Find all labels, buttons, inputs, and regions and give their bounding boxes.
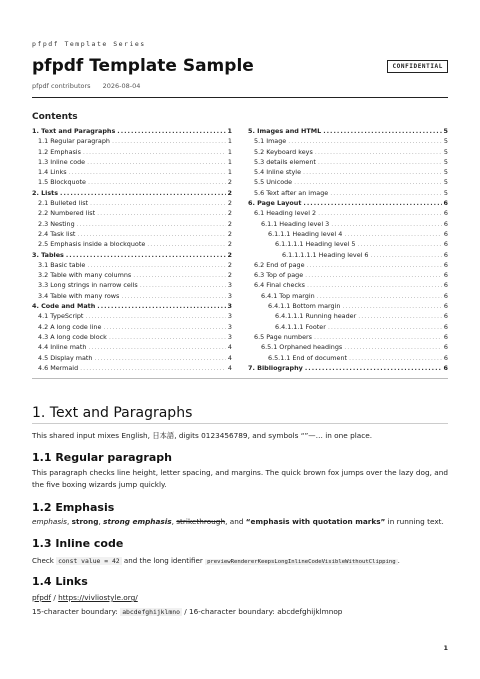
toc-entry-page: 6 bbox=[443, 312, 448, 321]
toc-leader bbox=[66, 251, 226, 259]
toc-entry-page: 6 bbox=[443, 322, 448, 331]
toc-leader bbox=[77, 220, 226, 228]
toc-leader bbox=[328, 323, 442, 331]
toc-entry-label: 1.2 Emphasis bbox=[38, 147, 81, 156]
toc-leader bbox=[342, 302, 442, 310]
toc-entry[interactable] bbox=[248, 137, 448, 147]
confidential-stamp: CONFIDENTIAL bbox=[387, 60, 448, 73]
toc-entry-page: 6 bbox=[443, 332, 448, 341]
toc-entry[interactable] bbox=[248, 168, 448, 178]
toc-entry-label: 4.4 Inline math bbox=[38, 343, 87, 352]
toc-entry-page: 1 bbox=[227, 168, 232, 177]
toc-entry[interactable] bbox=[248, 199, 448, 209]
toc-leader bbox=[323, 127, 441, 135]
toc-entry[interactable] bbox=[248, 354, 448, 364]
toc-entry[interactable] bbox=[32, 333, 232, 343]
toc-entry-label: 5.3 details element bbox=[254, 157, 316, 166]
author: pfpdf contributors bbox=[32, 82, 91, 90]
toc-entry-label: 1.1 Regular paragraph bbox=[38, 137, 110, 146]
toc-entry-page: 1 bbox=[227, 157, 232, 166]
toc-entry-label: 6.4.1.1.1 Footer bbox=[275, 322, 326, 331]
toc-entry[interactable] bbox=[32, 148, 232, 158]
toc-entry-page: 6 bbox=[443, 271, 448, 280]
toc-entry[interactable] bbox=[32, 158, 232, 168]
toc-entry-label: 3.1 Basic table bbox=[38, 260, 86, 269]
toc-entry-page: 3 bbox=[227, 332, 232, 341]
toc-entry-label: 6.1 Heading level 2 bbox=[254, 209, 317, 218]
toc-entry[interactable] bbox=[32, 343, 232, 353]
toc-entry-label: 6.4.1.1.1 Running header bbox=[275, 312, 357, 321]
toc-entry-label: 6.4 Final checks bbox=[254, 281, 305, 290]
toc-entry-label: 6.5.1 Orphaned headings bbox=[261, 343, 343, 352]
vivliostyle-link[interactable]: https://vivliostyle.org/ bbox=[58, 593, 138, 602]
toc-entry-page: 2 bbox=[227, 229, 232, 238]
toc-leader bbox=[307, 281, 442, 289]
toc-leader bbox=[140, 281, 226, 289]
toc-entry[interactable] bbox=[248, 251, 448, 261]
toc-entry[interactable] bbox=[32, 240, 232, 250]
toc-entry[interactable] bbox=[248, 302, 448, 312]
toc-leader bbox=[288, 137, 442, 145]
toc-entry[interactable] bbox=[32, 261, 232, 271]
toc-entry[interactable] bbox=[32, 323, 232, 333]
toc-entry-label: 6. Page Layout bbox=[248, 199, 302, 208]
toc-entry-label: 5. Images and HTML bbox=[248, 127, 322, 135]
toc-entry[interactable] bbox=[32, 364, 232, 374]
toc-entry[interactable] bbox=[32, 199, 232, 209]
toc-entry[interactable] bbox=[248, 271, 448, 281]
toc-entry[interactable] bbox=[248, 148, 448, 158]
toc-entry-page: 5 bbox=[443, 178, 448, 187]
toc-entry[interactable] bbox=[32, 354, 232, 364]
toc-column-left bbox=[32, 127, 232, 374]
toc-entry-label: 5.6 Text after an image bbox=[254, 188, 329, 197]
toc-entry-page: 1 bbox=[227, 147, 232, 156]
toc-entry-page: 4 bbox=[227, 353, 232, 362]
toc-entry-label: 3. Tables bbox=[32, 250, 64, 259]
toc-leader bbox=[294, 178, 442, 186]
toc-leader bbox=[83, 148, 226, 156]
toc-entry-label: 5.4 Inline style bbox=[254, 168, 302, 177]
toc-leader bbox=[314, 333, 442, 341]
links-separator: / bbox=[51, 593, 59, 602]
toc-entry[interactable] bbox=[248, 240, 448, 250]
toc-entry[interactable] bbox=[248, 261, 448, 271]
contents-title: Contents bbox=[32, 112, 78, 122]
toc-entry-page: 4 bbox=[227, 343, 232, 352]
toc-entry-label: 6.3 Top of page bbox=[254, 271, 304, 280]
toc-entry-page: 2 bbox=[227, 219, 232, 228]
toc-entry-page: 6 bbox=[443, 343, 448, 352]
inline-code-identifier: previewRendererKeepsLongInlineCodeVisibleWithoutClipping bbox=[207, 559, 396, 565]
toc-leader bbox=[69, 168, 226, 176]
inline-code-end: . bbox=[397, 556, 400, 565]
toc-entry[interactable] bbox=[248, 158, 448, 168]
toc-leader bbox=[371, 251, 442, 259]
toc-entry-page: 2 bbox=[227, 250, 232, 259]
toc-entry-label: 6.1.1.1 Heading level 4 bbox=[268, 229, 343, 238]
toc-entry[interactable] bbox=[248, 127, 448, 137]
toc-leader bbox=[97, 302, 225, 310]
toc-entry[interactable] bbox=[32, 137, 232, 147]
toc-entry[interactable] bbox=[32, 189, 232, 199]
section-heading: 1. Text and Paragraphs bbox=[32, 405, 193, 421]
toc-entry-label: 4.2 A long code line bbox=[38, 322, 102, 331]
toc-entry-label: 6.1.1.1.1.1 Heading level 6 bbox=[282, 250, 369, 259]
toc-entry-label: 6.5.1.1 End of document bbox=[268, 353, 347, 362]
toc-entry-label: 2.5 Emphasis inside a blockquote bbox=[38, 240, 146, 249]
subheading-links: 1.4 Links bbox=[32, 575, 88, 588]
toc-entry-page: 5 bbox=[443, 137, 448, 146]
inline-code-prefix: Check bbox=[32, 556, 57, 565]
strong-text: strong bbox=[71, 517, 99, 526]
toc-leader bbox=[88, 178, 226, 186]
toc-entry[interactable] bbox=[248, 343, 448, 353]
toc-leader bbox=[90, 199, 226, 207]
toc-entry[interactable] bbox=[32, 209, 232, 219]
toc-entry[interactable] bbox=[32, 292, 232, 302]
toc-leader bbox=[315, 148, 442, 156]
inline-code-paragraph bbox=[32, 555, 448, 568]
toc-entry-page: 6 bbox=[443, 291, 448, 300]
toc-entry[interactable] bbox=[248, 281, 448, 291]
toc-entry-label: 5.1 Image bbox=[254, 137, 287, 146]
toc-entry[interactable] bbox=[248, 178, 448, 188]
toc-entry-page: 3 bbox=[227, 322, 232, 331]
toc-entry-label: 6.1.1 Heading level 3 bbox=[261, 219, 330, 228]
toc-entry[interactable] bbox=[32, 178, 232, 188]
inline-code-middle: and the long identifier bbox=[121, 556, 206, 565]
toc-entry-label: 4. Code and Math bbox=[32, 302, 96, 311]
toc-entry-page: 6 bbox=[443, 250, 448, 259]
toc-column-right bbox=[248, 127, 448, 374]
boundary-label-15: 15-character boundary: bbox=[32, 607, 121, 616]
toc-entry-label: 3.2 Table with many columns bbox=[38, 271, 132, 280]
toc-entry-page: 2 bbox=[227, 240, 232, 249]
toc-entry[interactable] bbox=[32, 281, 232, 291]
toc-entry-label: 6.4.1.1 Bottom margin bbox=[268, 302, 341, 311]
toc-entry-page: 1 bbox=[227, 127, 232, 135]
toc-entry-page: 6 bbox=[443, 219, 448, 228]
toc-entry-label: 7. Bibliography bbox=[248, 363, 303, 372]
toc-leader bbox=[349, 354, 442, 362]
series-label: pfpdf Template Series bbox=[32, 40, 146, 48]
toc-leader bbox=[77, 230, 226, 238]
toc-leader bbox=[97, 209, 226, 217]
toc-entry[interactable] bbox=[32, 220, 232, 230]
toc-entry-page: 2 bbox=[227, 178, 232, 187]
toc-entry-label: 6.5 Page numbers bbox=[254, 332, 312, 341]
toc-entry[interactable] bbox=[248, 230, 448, 240]
toc-entry-page: 3 bbox=[227, 302, 232, 311]
toc-entry-label: 1.3 Inline code bbox=[38, 157, 86, 166]
toc-entry[interactable] bbox=[248, 292, 448, 302]
toc-leader bbox=[305, 364, 442, 372]
section-divider bbox=[32, 423, 448, 424]
toc-entry-label: 5.5 Unicode bbox=[254, 178, 293, 187]
boundary-paragraph bbox=[32, 606, 448, 618]
inline-code-value: const value = 42 bbox=[58, 557, 120, 565]
toc-entry-page: 2 bbox=[227, 271, 232, 280]
page-number: 1 bbox=[443, 644, 448, 652]
toc-entry-label: 2.3 Nesting bbox=[38, 219, 75, 228]
toc-entry-page: 5 bbox=[443, 127, 448, 135]
toc-entry-page: 5 bbox=[443, 147, 448, 156]
toc-leader bbox=[60, 189, 226, 197]
toc-entry-page: 6 bbox=[443, 302, 448, 311]
toc-leader bbox=[344, 230, 442, 238]
toc-entry[interactable] bbox=[248, 220, 448, 230]
toc-divider bbox=[32, 378, 448, 379]
intro-paragraph: This shared input mixes English, 日本語, digits 0123456789, and symbols “”—… in one place. bbox=[32, 431, 373, 440]
toc-entry-label: 6.1.1.1.1 Heading level 5 bbox=[275, 240, 356, 249]
toc-entry-label: 2.1 Bulleted list bbox=[38, 199, 89, 208]
toc-entry-page: 6 bbox=[443, 199, 448, 208]
toc-entry-page: 6 bbox=[443, 363, 448, 372]
toc-entry[interactable] bbox=[32, 230, 232, 240]
toc-entry-page: 3 bbox=[227, 281, 232, 290]
quoted-strong-text: “emphasis with quotation marks” bbox=[245, 517, 386, 526]
header-divider bbox=[32, 97, 448, 98]
toc-entry[interactable] bbox=[248, 333, 448, 343]
toc-leader bbox=[87, 158, 226, 166]
toc-entry-label: 5.2 Keyboard keys bbox=[254, 147, 313, 156]
toc-leader bbox=[330, 189, 442, 197]
emphasis-connector: , and bbox=[225, 517, 246, 526]
toc-entry-page: 6 bbox=[443, 240, 448, 249]
toc-entry-label: 2. Lists bbox=[32, 188, 59, 197]
toc-leader bbox=[318, 209, 442, 217]
toc-entry-label: 2.4 Task list bbox=[38, 229, 76, 238]
toc-leader bbox=[94, 354, 225, 362]
toc-entry[interactable] bbox=[248, 323, 448, 333]
toc-entry-label: 2.2 Numbered list bbox=[38, 209, 96, 218]
toc-entry[interactable] bbox=[32, 312, 232, 322]
toc-entry-page: 6 bbox=[443, 209, 448, 218]
toc-entry[interactable] bbox=[32, 168, 232, 178]
emphasis-paragraph: emphasis, strong, strong emphasis, strikethrough, and “emphasis with quotation marks” in running text. bbox=[32, 517, 444, 526]
strikethrough-text: strikethrough bbox=[176, 517, 226, 526]
toc-entry-page: 6 bbox=[443, 229, 448, 238]
toc-leader bbox=[87, 261, 226, 269]
toc-leader bbox=[112, 137, 226, 145]
toc-entry[interactable] bbox=[248, 364, 448, 374]
toc-entry-label: 3.4 Table with many rows bbox=[38, 291, 120, 300]
toc-entry-page: 5 bbox=[443, 157, 448, 166]
toc-entry-page: 2 bbox=[227, 260, 232, 269]
toc-entry[interactable] bbox=[32, 302, 232, 312]
toc-leader bbox=[357, 240, 442, 248]
toc-entry[interactable] bbox=[248, 189, 448, 199]
toc-leader bbox=[317, 292, 442, 300]
toc-entry-page: 4 bbox=[227, 363, 232, 372]
toc-entry-page: 2 bbox=[227, 199, 232, 208]
toc-entry-page: 5 bbox=[443, 168, 448, 177]
toc-entry-page: 6 bbox=[443, 353, 448, 362]
date: 2026-08-04 bbox=[102, 82, 141, 90]
toc-entry[interactable] bbox=[248, 312, 448, 322]
toc-leader bbox=[85, 312, 226, 320]
boundary-code-15: abcdefghijklmno bbox=[122, 608, 180, 616]
toc-entry[interactable] bbox=[248, 209, 448, 219]
toc-entry-label: 3.3 Long strings in narrow cells bbox=[38, 281, 138, 290]
toc-entry[interactable] bbox=[32, 127, 232, 137]
emphasis-tail: in running text. bbox=[385, 517, 444, 526]
toc-entry-page: 2 bbox=[227, 188, 232, 197]
toc-entry-label: 4.1 TypeScript bbox=[38, 312, 84, 321]
toc-entry-label: 1.4 Links bbox=[38, 168, 67, 177]
toc-leader bbox=[318, 158, 442, 166]
toc-entry-label: 4.6 Mermaid bbox=[38, 363, 79, 372]
toc-leader bbox=[109, 333, 226, 341]
toc-leader bbox=[303, 168, 442, 176]
toc-leader bbox=[305, 271, 442, 279]
toc-entry-label: 1.5 Blockquote bbox=[38, 178, 86, 187]
subheading-regular-paragraph: 1.1 Regular paragraph bbox=[32, 451, 172, 464]
toc-leader bbox=[344, 343, 442, 351]
toc-leader bbox=[103, 323, 226, 331]
subheading-inline-code: 1.3 Inline code bbox=[32, 537, 124, 550]
toc-entry-page: 6 bbox=[443, 281, 448, 290]
toc-entry-label: 4.5 Display math bbox=[38, 353, 93, 362]
subheading-emphasis: 1.2 Emphasis bbox=[32, 501, 115, 514]
toc-leader bbox=[307, 261, 442, 269]
toc-entry-label: 6.4.1 Top margin bbox=[261, 291, 315, 300]
strong-emphasis-text: strong emphasis bbox=[103, 517, 172, 526]
toc-entry-page: 1 bbox=[227, 137, 232, 146]
toc-leader bbox=[117, 127, 225, 135]
emphasis-text: emphasis bbox=[32, 517, 67, 526]
toc-entry-label: 4.3 A long code block bbox=[38, 332, 107, 341]
toc-entry-page: 2 bbox=[227, 209, 232, 218]
toc-leader bbox=[88, 343, 226, 351]
regular-paragraph: This paragraph checks line height, letter spacing, and margins. The quick brown fox jumps over the lazy dog, and the five boxing wizards jump quickly. bbox=[32, 468, 448, 489]
boundary-label-16: / 16-character boundary: abcdefghijklmnop bbox=[181, 607, 343, 616]
document-title: pfpdf Template Sample bbox=[32, 56, 254, 76]
toc-entry-label: 6.2 End of page bbox=[254, 260, 305, 269]
toc-leader bbox=[80, 364, 226, 372]
toc-leader bbox=[331, 220, 442, 228]
toc-entry-page: 5 bbox=[443, 188, 448, 197]
document-meta bbox=[32, 82, 140, 90]
toc-entry-page: 3 bbox=[227, 291, 232, 300]
pfpdf-link[interactable]: pfpdf bbox=[32, 593, 52, 602]
toc-leader bbox=[358, 312, 442, 320]
toc-entry-page: 3 bbox=[227, 312, 232, 321]
toc-leader bbox=[121, 292, 226, 300]
toc-entry-page: 6 bbox=[443, 260, 448, 269]
toc-entry[interactable] bbox=[32, 251, 232, 261]
toc-leader bbox=[133, 271, 226, 279]
toc-entry[interactable] bbox=[32, 271, 232, 281]
toc-entry-label: 1. Text and Paragraphs bbox=[32, 127, 116, 135]
links-paragraph bbox=[32, 592, 448, 604]
toc-leader bbox=[147, 240, 226, 248]
toc-leader bbox=[303, 199, 441, 207]
